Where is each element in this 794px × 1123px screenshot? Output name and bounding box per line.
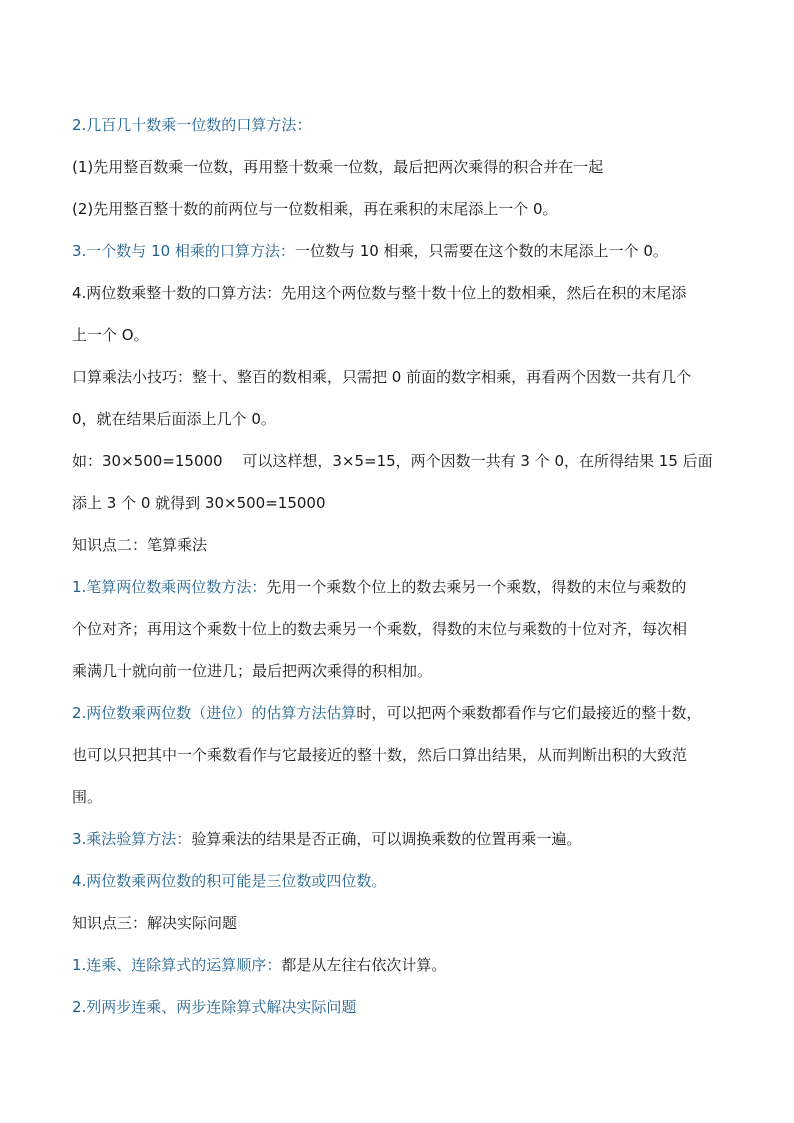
paragraph-text: 先用一个乘数个位上的数去乘另一个乘数，得数的末位与乘数的	[266, 578, 687, 596]
heading-line-1	[72, 566, 724, 608]
tip-line	[72, 356, 724, 398]
heading-line-3	[72, 230, 724, 272]
heading-line-2	[72, 104, 724, 146]
section-title	[72, 524, 724, 566]
heading-line-2	[72, 986, 724, 1028]
paragraph-text: 时，可以把两个乘数都看作与它们最接近的整十数，	[356, 704, 702, 722]
text-line	[72, 608, 724, 650]
paragraph-text: 都是从左往右依次计算。	[281, 956, 447, 974]
method-heading: 1.连乘、连除算式的运算顺序：	[72, 956, 282, 974]
method-heading: 2.几百几十数乘一位数的口算方法：	[72, 116, 312, 134]
paragraph-text: 如：30×500=15000 可以这样想，3×5=15，两个因数一共有 3 个 0，在所得结果 15 后面	[72, 452, 713, 470]
method-heading: 2.列两步连乘、两步连除算式解决实际问题	[72, 998, 357, 1016]
example-line	[72, 440, 724, 482]
paragraph-text: 上一个 O。	[72, 326, 149, 344]
paragraph-text: (2)先用整百整十数的前两位与一位数相乘，再在乘积的末尾添上一个 0。	[72, 200, 558, 218]
paragraph-text: 一位数与 10 相乘，只需要在这个数的末尾添上一个 0。	[294, 242, 668, 260]
heading-line-2	[72, 692, 724, 734]
text-line	[72, 146, 724, 188]
text-line	[72, 398, 724, 440]
method-heading: 3.一个数与 10 相乘的口算方法：	[72, 242, 295, 260]
heading-line-1	[72, 944, 724, 986]
paragraph-text: 个位对齐；再用这个乘数十位上的数去乘另一个乘数，得数的末位与乘数的十位对齐，每次相	[72, 620, 688, 638]
method-heading: 2.两位数乘两位数（进位）的估算方法估算	[72, 704, 357, 722]
section-heading: 知识点二：笔算乘法	[72, 536, 208, 554]
text-line	[72, 650, 724, 692]
text-line	[72, 314, 724, 356]
paragraph-text: 口算乘法小技巧：整十、整百的数相乘，只需把 0 前面的数字相乘，再看两个因数一共有几个	[72, 368, 692, 386]
heading-line-4	[72, 272, 724, 314]
heading-line-3	[72, 818, 724, 860]
text-line	[72, 482, 724, 524]
paragraph-text: 验算乘法的结果是否正确，可以调换乘数的位置再乘一遍。	[191, 830, 582, 848]
paragraph-text: 先用这个两位数与整十数十位上的数相乘，然后在积的末尾添	[281, 284, 687, 302]
paragraph-text: (1)先用整百数乘一位数，再用整十数乘一位数，最后把两次乘得的积合并在一起	[72, 158, 604, 176]
method-heading: 4.两位数乘整十数的口算方法：	[72, 284, 282, 302]
method-heading: 1.笔算两位数乘两位数方法：	[72, 578, 267, 596]
paragraph-text: 围。	[72, 788, 103, 806]
section-heading: 知识点三：解决实际问题	[72, 914, 238, 932]
text-line	[72, 734, 724, 776]
text-line	[72, 188, 724, 230]
section-title	[72, 902, 724, 944]
method-heading: 3.乘法验算方法：	[72, 830, 192, 848]
method-heading: 4.两位数乘两位数的积可能是三位数或四位数。	[72, 872, 387, 890]
paragraph-text: 0，就在结果后面添上几个 0。	[72, 410, 276, 428]
heading-line-4	[72, 860, 724, 902]
document-body	[72, 104, 724, 1028]
paragraph-text: 乘满几十就向前一位进几；最后把两次乘得的积相加。	[72, 662, 433, 680]
text-line	[72, 776, 724, 818]
paragraph-text: 添上 3 个 0 就得到 30×500=15000	[72, 494, 326, 512]
paragraph-text: 也可以只把其中一个乘数看作与它最接近的整十数，然后口算出结果，从而判断出积的大致范	[72, 746, 688, 764]
